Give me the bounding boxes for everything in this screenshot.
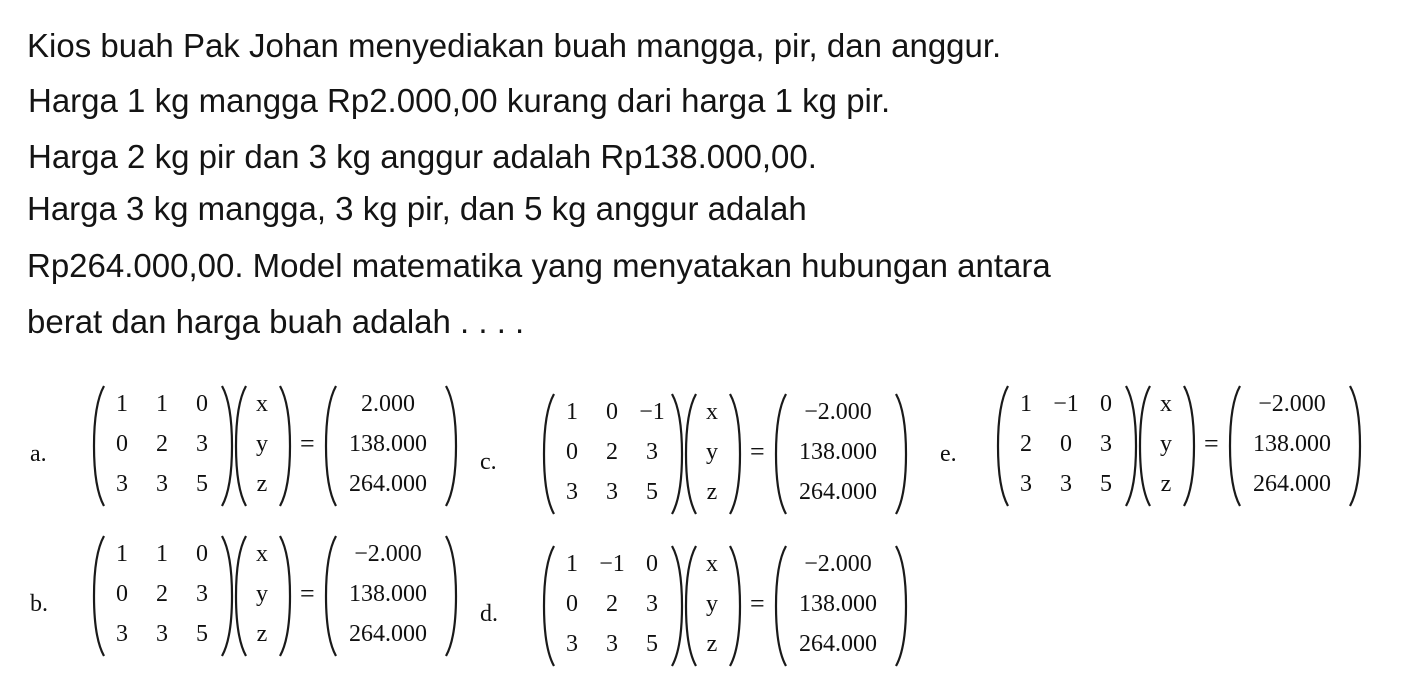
matrix-cell: 1 [156,391,168,417]
equals-sign: = [750,437,765,466]
variable-cell: y [256,431,268,457]
result-cell: −2.000 [354,541,422,567]
left-paren [234,534,248,658]
matrix-cell: 3 [196,581,208,607]
matrix-cell: 1 [1020,391,1032,417]
left-paren [684,392,698,516]
matrix-cell: 3 [116,621,128,647]
result-cell: 264.000 [1253,471,1331,497]
right-paren [1124,384,1138,508]
question-line-2: Harga 1 kg mangga Rp2.000,00 kurang dari harga 1 kg pir. [28,82,891,119]
matrix-equation [542,542,902,682]
matrix-cell: 1 [116,541,128,567]
matrix-cell: 2 [156,431,168,457]
question-line-1: Kios buah Pak Johan menyediakan buah mangga, pir, dan anggur. [27,27,1002,64]
right-paren [728,392,742,516]
question-line-6: berat dan harga buah adalah . . . . [27,303,525,340]
variable-cell: x [256,391,268,417]
result-cell: 138.000 [799,591,877,617]
equals-sign: = [300,429,315,458]
result-cell: −2.000 [804,551,872,577]
matrix-cell: 1 [566,399,578,425]
right-paren [1348,384,1362,508]
result-cell: 138.000 [349,431,427,457]
variable-cell: z [706,631,718,657]
matrix-cell: 3 [606,631,618,657]
matrix-cell: 0 [196,391,208,417]
left-paren [684,544,698,668]
matrix-cell: 5 [196,621,208,647]
option-letter: c. [480,449,497,475]
variable-cell: x [706,399,718,425]
variable-cell: y [1160,431,1172,457]
matrix-cell: 0 [1060,431,1072,457]
right-paren [278,534,292,658]
result-cell: 264.000 [349,471,427,497]
right-paren [894,544,908,668]
result-cell: 2.000 [361,391,415,417]
matrix-cell: 0 [196,541,208,567]
matrix-cell: 5 [646,479,658,505]
matrix-cell: 5 [1100,471,1112,497]
variable-cell: z [256,471,268,497]
option-letter: d. [480,601,498,627]
matrix-cell: −1 [1053,391,1079,417]
matrix-cell: 1 [566,551,578,577]
right-paren [220,384,234,508]
equals-sign: = [300,579,315,608]
variable-cell: y [706,591,718,617]
matrix-cell: 3 [156,621,168,647]
question-line-5: Rp264.000,00. Model matematika yang menyatakan hubungan antara [27,247,1051,284]
matrix-cell: −1 [639,399,665,425]
option-e[interactable] [938,382,1331,532]
matrix-cell: −1 [599,551,625,577]
result-cell: 264.000 [799,479,877,505]
option-letter: e. [940,441,957,467]
matrix-cell: 3 [566,479,578,505]
matrix-equation [542,390,902,530]
option-letter: a. [30,441,47,467]
variable-cell: z [706,479,718,505]
right-paren [444,534,458,658]
right-paren [670,544,684,668]
matrix-cell: 2 [606,591,618,617]
left-paren [1138,384,1152,508]
matrix-cell: 1 [156,541,168,567]
option-letter: b. [30,591,48,617]
right-paren [444,384,458,508]
variable-cell: x [256,541,268,567]
result-cell: 264.000 [799,631,877,657]
variable-cell: x [706,551,718,577]
matrix-cell: 3 [1020,471,1032,497]
matrix-cell: 3 [646,439,658,465]
matrix-cell: 0 [566,591,578,617]
matrix-cell: 3 [116,471,128,497]
right-paren [670,392,684,516]
right-paren [278,384,292,508]
option-a[interactable] [30,382,427,532]
matrix-cell: 3 [646,591,658,617]
result-cell: 138.000 [799,439,877,465]
matrix-cell: 3 [196,431,208,457]
left-paren [234,384,248,508]
right-paren [894,392,908,516]
matrix-cell: 0 [1100,391,1112,417]
matrix-cell: 0 [646,551,658,577]
option-c[interactable] [480,390,877,540]
matrix-cell: 3 [156,471,168,497]
matrix-equation [92,382,452,522]
variable-cell: x [1160,391,1172,417]
matrix-cell: 3 [566,631,578,657]
option-b[interactable] [30,532,427,682]
right-paren [220,534,234,658]
matrix-cell: 0 [566,439,578,465]
variable-cell: y [256,581,268,607]
question-line-4: Harga 3 kg mangga, 3 kg pir, dan 5 kg anggur adalah [27,190,807,227]
variable-cell: z [1160,471,1172,497]
matrix-equation [996,382,1356,522]
matrix-cell: 0 [606,399,618,425]
matrix-cell: 5 [196,471,208,497]
equals-sign: = [750,589,765,618]
option-d[interactable] [480,542,877,692]
result-cell: −2.000 [804,399,872,425]
result-cell: 138.000 [349,581,427,607]
result-cell: 264.000 [349,621,427,647]
matrix-cell: 3 [606,479,618,505]
matrix-cell: 0 [116,581,128,607]
matrix-cell: 3 [1060,471,1072,497]
right-paren [728,544,742,668]
equals-sign: = [1204,429,1219,458]
matrix-cell: 0 [116,431,128,457]
matrix-cell: 2 [606,439,618,465]
matrix-cell: 2 [156,581,168,607]
matrix-cell: 3 [1100,431,1112,457]
matrix-cell: 5 [646,631,658,657]
matrix-cell: 2 [1020,431,1032,457]
matrix-cell: 1 [116,391,128,417]
variable-cell: z [256,621,268,647]
right-paren [1182,384,1196,508]
result-cell: 138.000 [1253,431,1331,457]
question-line-3: Harga 2 kg pir dan 3 kg anggur adalah Rp138.000,00. [28,138,817,175]
result-cell: −2.000 [1258,391,1326,417]
variable-cell: y [706,439,718,465]
matrix-equation [92,532,452,672]
